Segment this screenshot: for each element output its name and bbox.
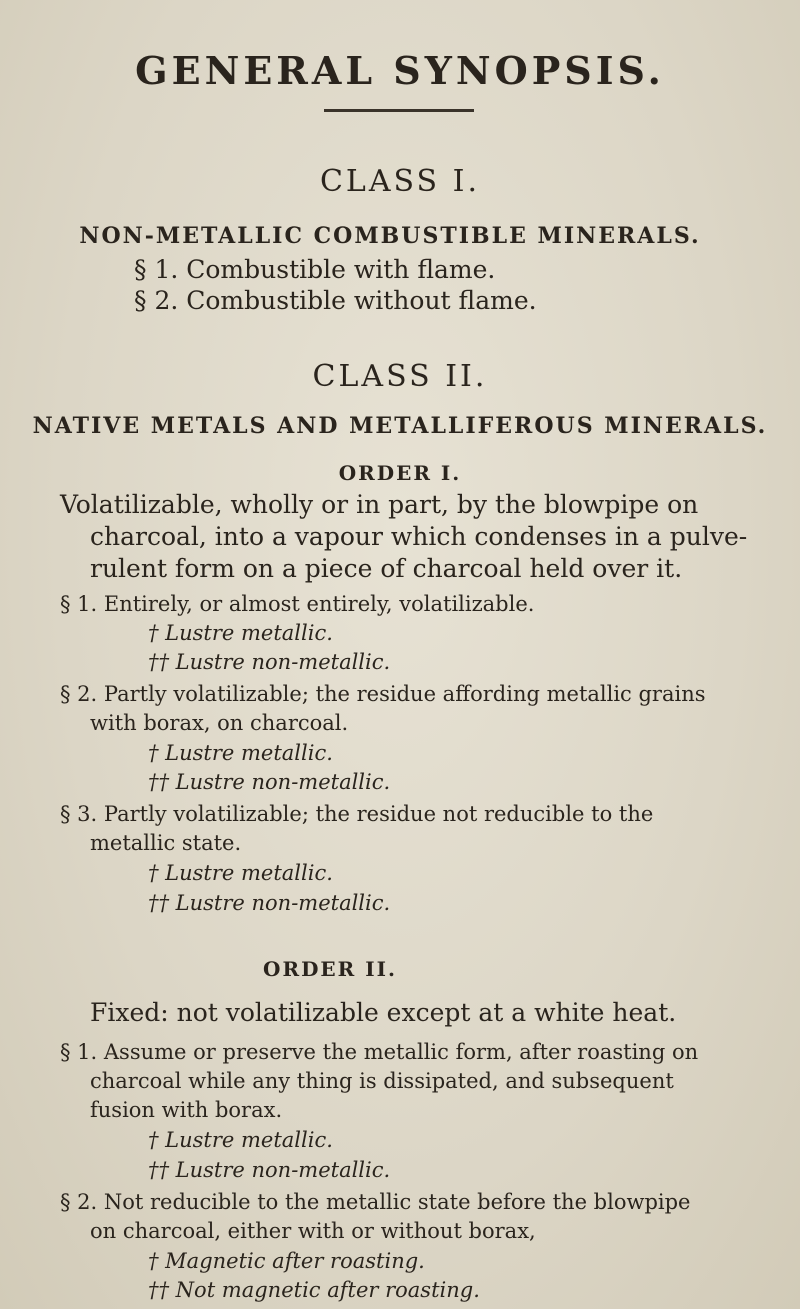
order-1-section-3-line-2: metallic state. [90,831,242,855]
order-2-section-1-line-2: charcoal while any thing is dissipated, and subsequent [90,1069,674,1093]
order-2-intro: Fixed: not volatilizable except at a white heat. [90,998,677,1027]
order-1-section-1-a: † Lustre metallic. [148,621,333,645]
order-2-section-1-b: †† Lustre non-metallic. [148,1158,391,1182]
order-2-section-1-a: † Lustre metallic. [148,1128,333,1152]
order-2-section-1-line-3: fusion with borax. [90,1098,283,1122]
order-1-section-1-b: †† Lustre non-metallic. [148,650,391,674]
order-1-section-3-line-1: § 3. Partly volatilizable; the residue not reducible to the [60,802,654,826]
order-1-heading: ORDER I. [338,461,462,485]
order-2-heading: ORDER II. [263,957,397,981]
order-1-section-2-a: † Lustre metallic. [148,741,333,765]
page-title: GENERAL SYNOPSIS. [135,48,665,93]
order-1-intro-line-1: Volatilizable, wholly or in part, by the blowpipe on [60,490,699,519]
class-1-item-2: § 2. Combustible without flame. [134,286,537,315]
order-1-intro-line-3: rulent form on a piece of charcoal held over it. [90,554,683,583]
order-2-section-2-b: †† Not magnetic after roasting. [148,1278,480,1302]
class-1-heading: CLASS I. [319,164,481,199]
order-2-section-2-line-1: § 2. Not reducible to the metallic state before the blowpipe [60,1190,691,1214]
order-1-section-3-b: †† Lustre non-metallic. [148,891,391,915]
order-1-section-2-b: †† Lustre non-metallic. [148,770,391,794]
order-2-section-2-a: † Magnetic after roasting. [148,1249,425,1273]
class-2-subtitle: NATIVE METALS AND METALLIFEROUS MINERALS. [32,413,768,439]
title-rule [324,109,474,112]
order-1-section-2-line-1: § 2. Partly volatilizable; the residue affording metallic grains [60,682,706,706]
class-2-heading: CLASS II. [312,359,488,394]
order-1-section-1: § 1. Entirely, or almost entirely, volatilizable. [60,592,535,616]
order-1-section-3-a: † Lustre metallic. [148,861,333,885]
order-1-intro-line-2: charcoal, into a vapour which condenses in a pulve- [90,522,748,551]
class-1-subtitle: NON-METALLIC COMBUSTIBLE MINERALS. [79,223,701,249]
order-2-section-1-line-1: § 1. Assume or preserve the metallic form, after roasting on [60,1040,699,1064]
order-2-section-2-line-2: on charcoal, either with or without borax, [90,1219,536,1243]
class-1-item-1: § 1. Combustible with flame. [134,255,496,284]
order-1-section-2-line-2: with borax, on charcoal. [90,711,349,735]
